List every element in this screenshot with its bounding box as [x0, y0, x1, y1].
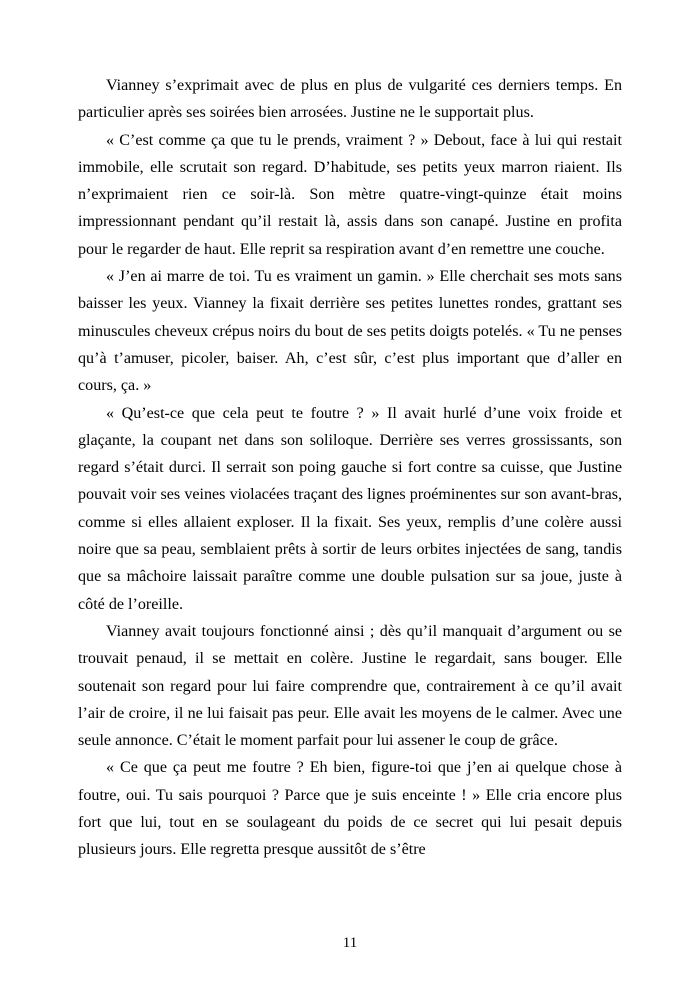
paragraph: « Qu’est-ce que cela peut te foutre ? » Il avait hurlé d’une voix froide et glaçante, la coupant net dans son soliloque. Derrière ses verres grossissants, son regard s’était durci. Il serrait son poing gauche si fort contre sa cuisse, que Justine pouvait voir ses veines violacées traçant des lignes proéminentes sur son avant-bras, comme si elles allaient exploser. Il la fixait. Ses yeux, remplis d’une colère aussi noire que sa peau, semblaient prêts à sortir de leurs orbites injectées de sang, tandis que sa mâchoire laissait paraître comme une double pulsation sur sa joue, juste à côté de l’oreille.	[78, 404, 622, 613]
paragraph: Vianney s’exprimait avec de plus en plus de vulgarité ces derniers temps. En particulier après ses soirées bien arrosées. Justine ne le supportait plus.	[78, 77, 622, 122]
paragraph: « J’en ai marre de toi. Tu es vraiment un gamin. » Elle cherchait ses mots sans baisser les yeux. Vianney la fixait derrière ses petites lunettes rondes, grattant ses minuscules cheveux crépus noirs du bout de ses petits doigts potelés. « Tu ne penses qu’à t’amuser, picoler, baiser. Ah, c’est sûr, c’est plus important que d’aller en cours, ça. »	[78, 268, 622, 395]
page-number: 11	[342, 935, 358, 951]
paragraph: « Ce que ça peut me foutre ? Eh bien, figure-toi que j’en ai quelque chose à foutre, oui. Tu sais pourquoi ? Parce que je suis enceinte ! » Elle cria encore plus fort que lui, tout en se soulageant du poids de ce secret qui lui pesait depuis plusieurs jours. Elle regretta presque aussitôt de s’être	[78, 759, 622, 859]
paragraph: « C’est comme ça que tu le prends, vraiment ? » Debout, face à lui qui restait immobile, elle scrutait son regard. D’habitude, ses petits yeux marron riaient. Ils n’exprimaient rien ce soir-là. Son mètre quatre-vingt-quinze était moins impressionnant pendant qu’il restait là, assis dans son canapé. Justine en profita pour le regarder de haut. Elle reprit sa respiration avant d’en remettre une couche.	[78, 131, 622, 258]
paragraph: Vianney avait toujours fonctionné ainsi ; dès qu’il manquait d’argument ou se trouvait penaud, il se mettait en colère. Justine le regardait, sans bouger. Elle soutenait son regard pour lui faire comprendre que, contrairement à ce qu’il avait l’air de croire, il ne lui faisait pas peur. Elle avait les moyens de le calmer. Avec une seule annonce. C’était le moment parfait pour lui assener le coup de grâce.	[78, 622, 622, 750]
body-text	[78, 72, 622, 864]
